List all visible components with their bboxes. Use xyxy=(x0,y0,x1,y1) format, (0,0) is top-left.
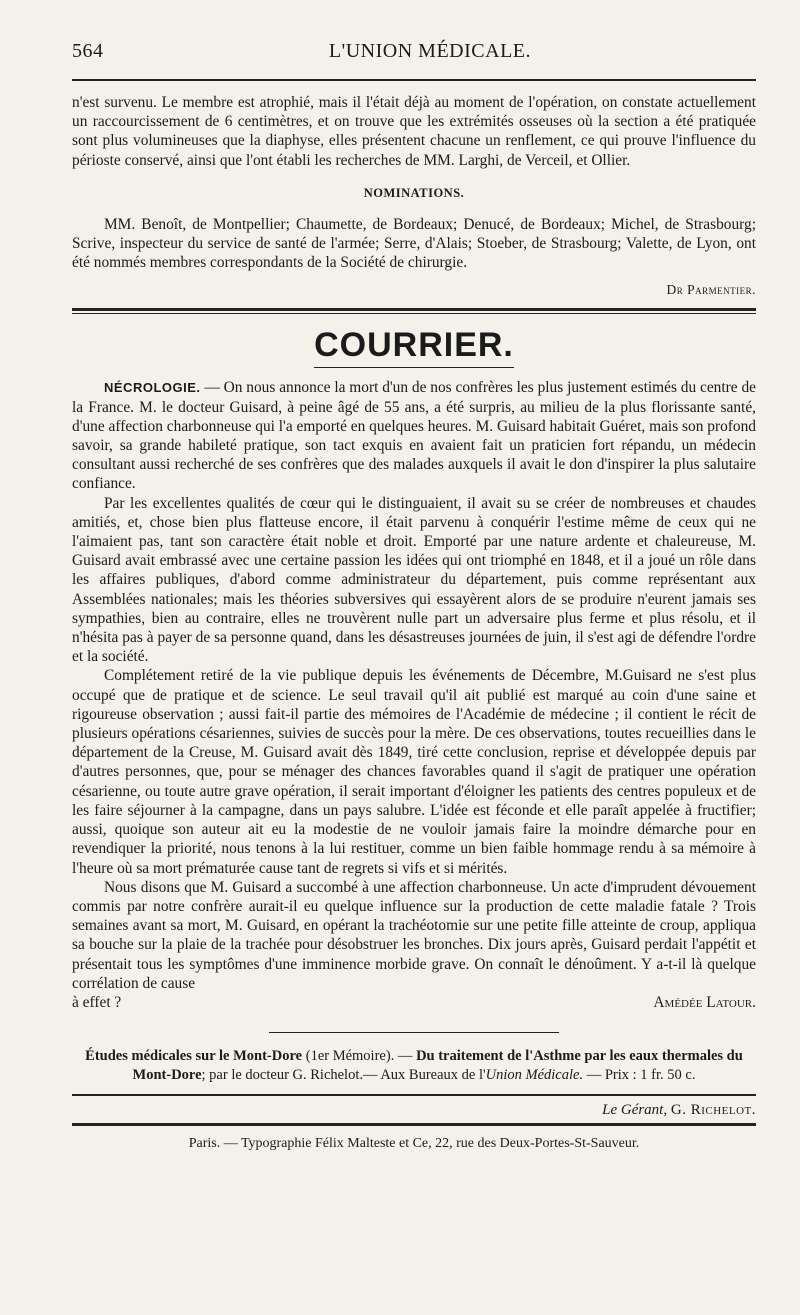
gerant-rule xyxy=(72,1094,756,1096)
necrology-label: NÉCROLOGIE. xyxy=(104,380,201,396)
necrology-closing-row xyxy=(72,993,756,1012)
page-header xyxy=(72,40,756,63)
notice-title-1: Études médicales sur le Mont-Dore xyxy=(85,1048,303,1065)
section-rule-top xyxy=(72,308,756,311)
necrology-paragraph-1 xyxy=(72,378,756,493)
courrier-title: COURRIER. xyxy=(314,326,514,365)
journal-title: L'UNION MÉDICALE. xyxy=(328,40,531,62)
courrier-title-rule xyxy=(314,367,514,368)
notice-journal: Union Médicale. xyxy=(485,1066,584,1083)
notice-part-1: (1er Mémoire). — xyxy=(302,1048,417,1065)
nominations-title: NOMINATIONS. xyxy=(363,185,465,200)
necrology-last-line: à effet ? xyxy=(72,993,122,1011)
footer-rule xyxy=(72,1123,756,1126)
page-number: 564 xyxy=(72,40,104,62)
necrology-paragraph-3: Complétement retiré de la vie publique depuis les événements de Décembre, M.Guisard ne s'est plus occupé que de pratique et de science. Le seul travail qu'il ait publié est marqué au coin d'une saine et rigoureuse observation ; aussi fait-il partie des mémoires de l'Académie de médecine ; il contient le récit de plusieurs opérations césariennes, suivies de succès pour la mère. De ces observations, toutes recueillies dans le département de la Creuse, M. Guisard avait dès 1849, tiré cette conclusion, reprise et développée depuis par d'autres personnes, que, pour se ménager des chances favorables quand il s'agit de pratiquer une opération césarienne, ou toute autre grave opération, il serait important d'éloigner les patients des centres populeux et de les faire séjourner à la campagne, dans un pays salubre. L'idée est féconde et elle paraît appelée à fructifier; aussi, quoique son auteur ait eu la modestie de ne vouloir jamais faire la moindre démarche pour en revendiquer la priorité, nous tenons à la lui restituer, comme un bien faible hommage rendu à sa mémoire à l'heure où sa mort prématurée cause tant de regrets si vifs et si mérités. xyxy=(72,667,756,877)
gerant-name: G. Richelot. xyxy=(670,1102,756,1119)
notice-price: — Prix : 1 fr. 50 c. xyxy=(583,1066,696,1083)
nominations-signature: Dr Parmentier. xyxy=(666,282,756,298)
imprint-line: Paris. — Typographie Félix Malteste et Ce, 22, rue des Deux-Portes-St-Sauveur. xyxy=(188,1136,640,1152)
header-rule xyxy=(72,79,756,81)
necrology-paragraph-4: Nous disons que M. Guisard a succombé à une affection charbonneuse. Un acte d'imprudent dévouement commis par notre confrère aurait-il eu quelque influence sur la production de cette maladie fatale ? Trois semaines avant sa mort, M. Guisard, en opérant la trachéotomie sur une petite fille atteinte de croup, appliqua sa bouche sur la plaie de la trachée pour désobstruer les bronches. Dix jours après, Guisard perdait l'appétit et présentait tous les symptômes d'une imminence morbide grave. On connaît le dénoûment. Y a-t-il là quelque corrélation de cause xyxy=(72,878,756,992)
document-page xyxy=(72,40,756,1152)
necrology-paragraph-2: Par les excellentes qualités de cœur qui le distinguaient, il avait su se créer de nombreuses et chaudes amitiés, et, chose bien plus flatteuse encore, il était parvenu à conquérir l'estime même de ceux qui ne l'aimaient pas, tant son caractère était noble et droit. Emporté par une nature ardente et chaleureuse, M. Guisard avait embrassé avec une certaine passion les idées qui ont triomphé en 1848, et il a joué un rôle dans les affaires publiques, d'abord comme administrateur du département, puis comme représentant aux Assemblées nationales; mais les théories subversives qui essayèrent alors de se produire n'eurent jamais ses sympathies, bien au contraire, elles ne trouvèrent nulle part un adversaire plus ferme et plus résolu, et il n'hésita pas à payer de sa personne quand, dans les désastreuses journées de juin, il s'est agi de défendre l'ordre et la société. xyxy=(72,494,756,666)
notice-part-2: ; par le docteur G. Richelot.— Aux Bureaux de l' xyxy=(201,1066,486,1083)
nominations-text: MM. Benoît, de Montpellier; Chaumette, de Bordeaux; Denucé, de Bordeaux; Michel, de Strasbourg; Scrive, inspecteur du service de santé de l'armée; Serre, d'Alais; Stoeber, de Strasbourg; Valette, de Lyon, ont été nommés membres correspondants de la Société de chirurgie. xyxy=(72,215,756,272)
notice-title-2: Du traitement de l'Asthme par les eaux thermales du Mont-Dore xyxy=(132,1048,743,1083)
section-rule-bottom xyxy=(72,313,756,314)
gerant-label: Le Gérant, xyxy=(602,1102,668,1119)
gerant-line xyxy=(72,1102,756,1119)
article-author: Amédée Latour. xyxy=(653,993,756,1011)
notice-rule xyxy=(269,1032,559,1033)
intro-paragraph: n'est survenu. Le membre est atrophié, mais il l'était déjà au moment de l'opération, on constate actuellement un raccourcissement de 6 centimètres, et on trouve que les extrémités osseuses où la section a été pratiquée sont plus volumineuses que la diaphyse, elles présentent chacune un renflement, ce qui prouve l'influence du périoste conservé, ainsi que l'ont établi les recherches de MM. Larghi, de Verceil, et Ollier. xyxy=(72,94,756,169)
publication-notice xyxy=(72,1047,756,1084)
necrology-text-1: — On nous annonce la mort d'un de nos confrères les plus justement estimés du centre de la France. M. le docteur Guisard, à peine âgé de 55 ans, a été surpris, au milieu de la plus florissante santé, d'une affection charbonneuse qui l'a emporté en quelques heures. M. Guisard habitait Guéret, mais son profond savoir, sa grande habileté pratique, son tact exquis en avaient fait un praticien fort répandu, un médecin consultant aussi recherché de ses confrères que des malades auxquels il avait le don d'inspirer la plus salutaire confiance. xyxy=(72,379,756,493)
